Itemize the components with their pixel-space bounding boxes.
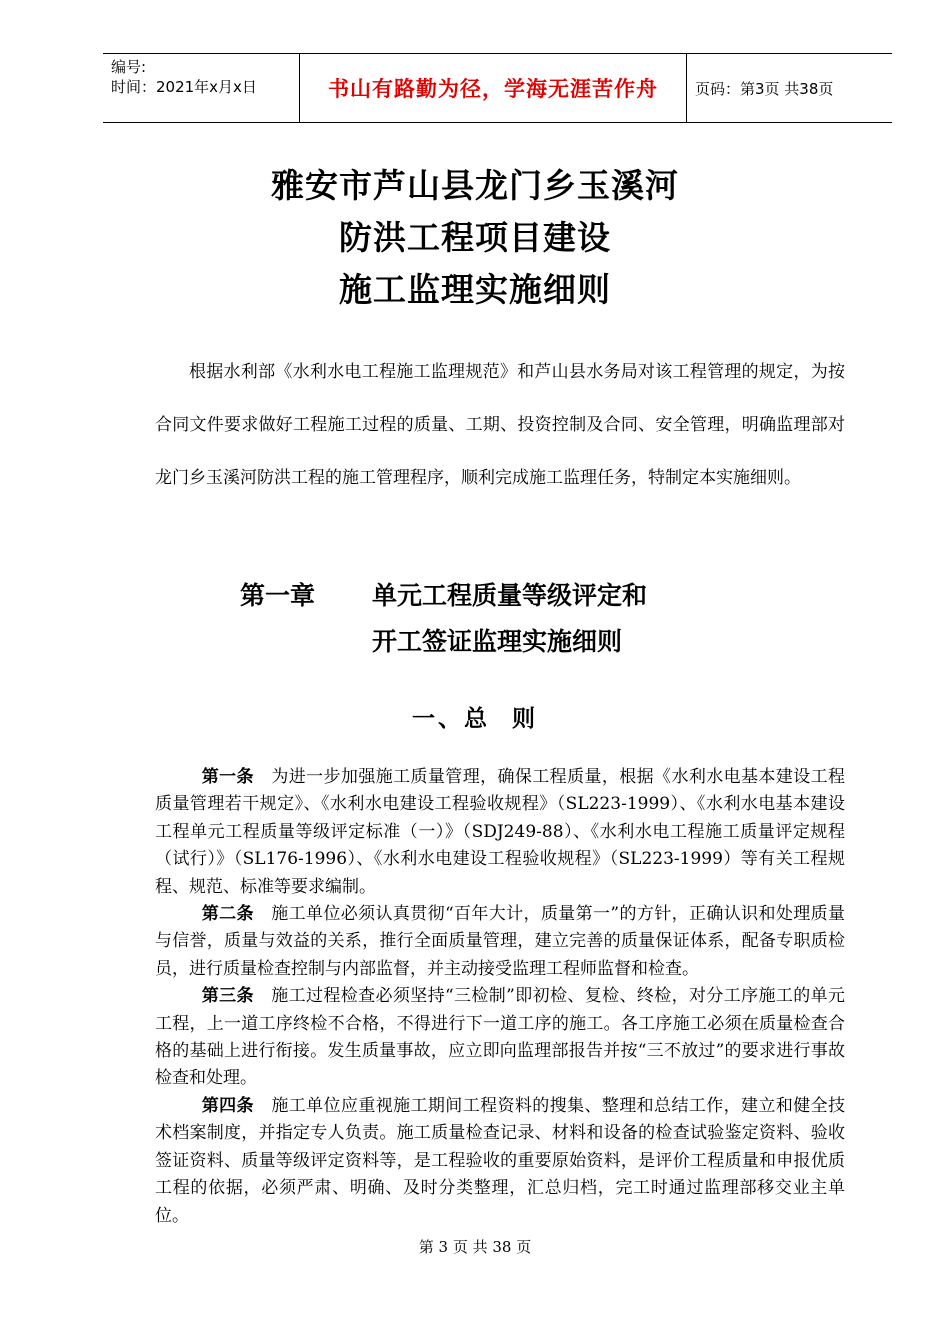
serial-label: 编号: xyxy=(111,58,147,76)
article-label: 第二条 xyxy=(201,904,254,925)
page-header xyxy=(103,53,892,123)
doc-title-line-2: 防洪工程项目建设 xyxy=(339,218,611,257)
article xyxy=(155,901,845,983)
time-label: 时间：2021年x月x日 xyxy=(111,78,257,96)
article-label: 第三条 xyxy=(201,986,254,1007)
header-page-label: 页码：第3页 共38页 xyxy=(695,79,834,98)
chapter-title-line-1: 单元工程质量等级评定和 xyxy=(372,581,648,610)
article-text: 施工单位应重视施工期间工程资料的搜集、整理和总结工作，建立和健全技术档案制度，并指定专人负责。施工质量检查记录、材料和设备的检查试验鉴定资料、验收签证资料、质量等级评定资料等，是工程验收的重要原始资料，是评价工程质量和申报优质工程的依据，必须严肃、明确、及时分类整理，汇总归档，完工时通过监理部移交业主单位。 xyxy=(155,1095,846,1226)
page-footer: 第 3 页 共 38 页 xyxy=(418,1238,532,1256)
article xyxy=(155,1093,845,1230)
header-info-cell xyxy=(103,54,299,122)
intro-text: 根据水利部《水利水电工程施工监理规范》和芦山县水务局对该工程管理的规定，为按合同文件要求做好工程施工过程的质量、工期、投资控制及合同、安全管理，明确监理部对龙门乡玉溪河防洪工程的施工管理程序，顺利完成施工监理任务，特制定本实施细则。 xyxy=(155,362,845,488)
header-motto: 书山有路勤为径，学海无涯苦作舟 xyxy=(299,54,687,122)
article-text: 施工单位必须认真贯彻“百年大计，质量第一”的方针，正确认识和处理质量与信誉，质量与效益的关系，推行全面质量管理，建立完善的质量保证体系，配备专职质检员，进行质量检查控制与内部监督，并主动接受监理工程师监督和检查。 xyxy=(155,904,845,979)
article-text: 为进一步加强施工质量管理，确保工程质量，根据《水利水电基本建设工程质量管理若干规定》、《水利水电建设工程验收规程》（SL223-1999）、《水利水电基本建设工程单元工程质量等级评定标准（一）》（SDJ249-88）、《水利水电工程施工质量评定规程（试行）》（SL176-1996）、《水利水电建设工程验收规程》（SL223-1999）等有关工程规程、规范、标准等要求编制。 xyxy=(155,767,846,897)
doc-title-line-1: 雅安市芦山县龙门乡玉溪河 xyxy=(271,166,679,205)
chapter-title-line-2: 开工签证监理实施细则 xyxy=(372,627,623,656)
doc-title-line-3: 施工监理实施细则 xyxy=(339,270,611,309)
article-label: 第一条 xyxy=(201,767,254,787)
article-text: 施工过程检查必须坚持“三检制”即初检、复检、终检，对分工序施工的单元工程，上一道工序终检不合格，不得进行下一道工序的施工。各工序施工必须在质量检查合格的基础上进行衔接。发生质量事故，应立即向监理部报告并按“三不放过”的要求进行事故检查和处理。 xyxy=(155,986,845,1089)
article xyxy=(155,764,845,901)
intro-paragraph xyxy=(155,346,845,505)
article xyxy=(155,983,845,1093)
article-label: 第四条 xyxy=(201,1095,254,1116)
articles xyxy=(155,764,845,1230)
section-heading: 一、总 则 xyxy=(411,706,538,732)
chapter-number: 第一章 xyxy=(240,581,316,610)
